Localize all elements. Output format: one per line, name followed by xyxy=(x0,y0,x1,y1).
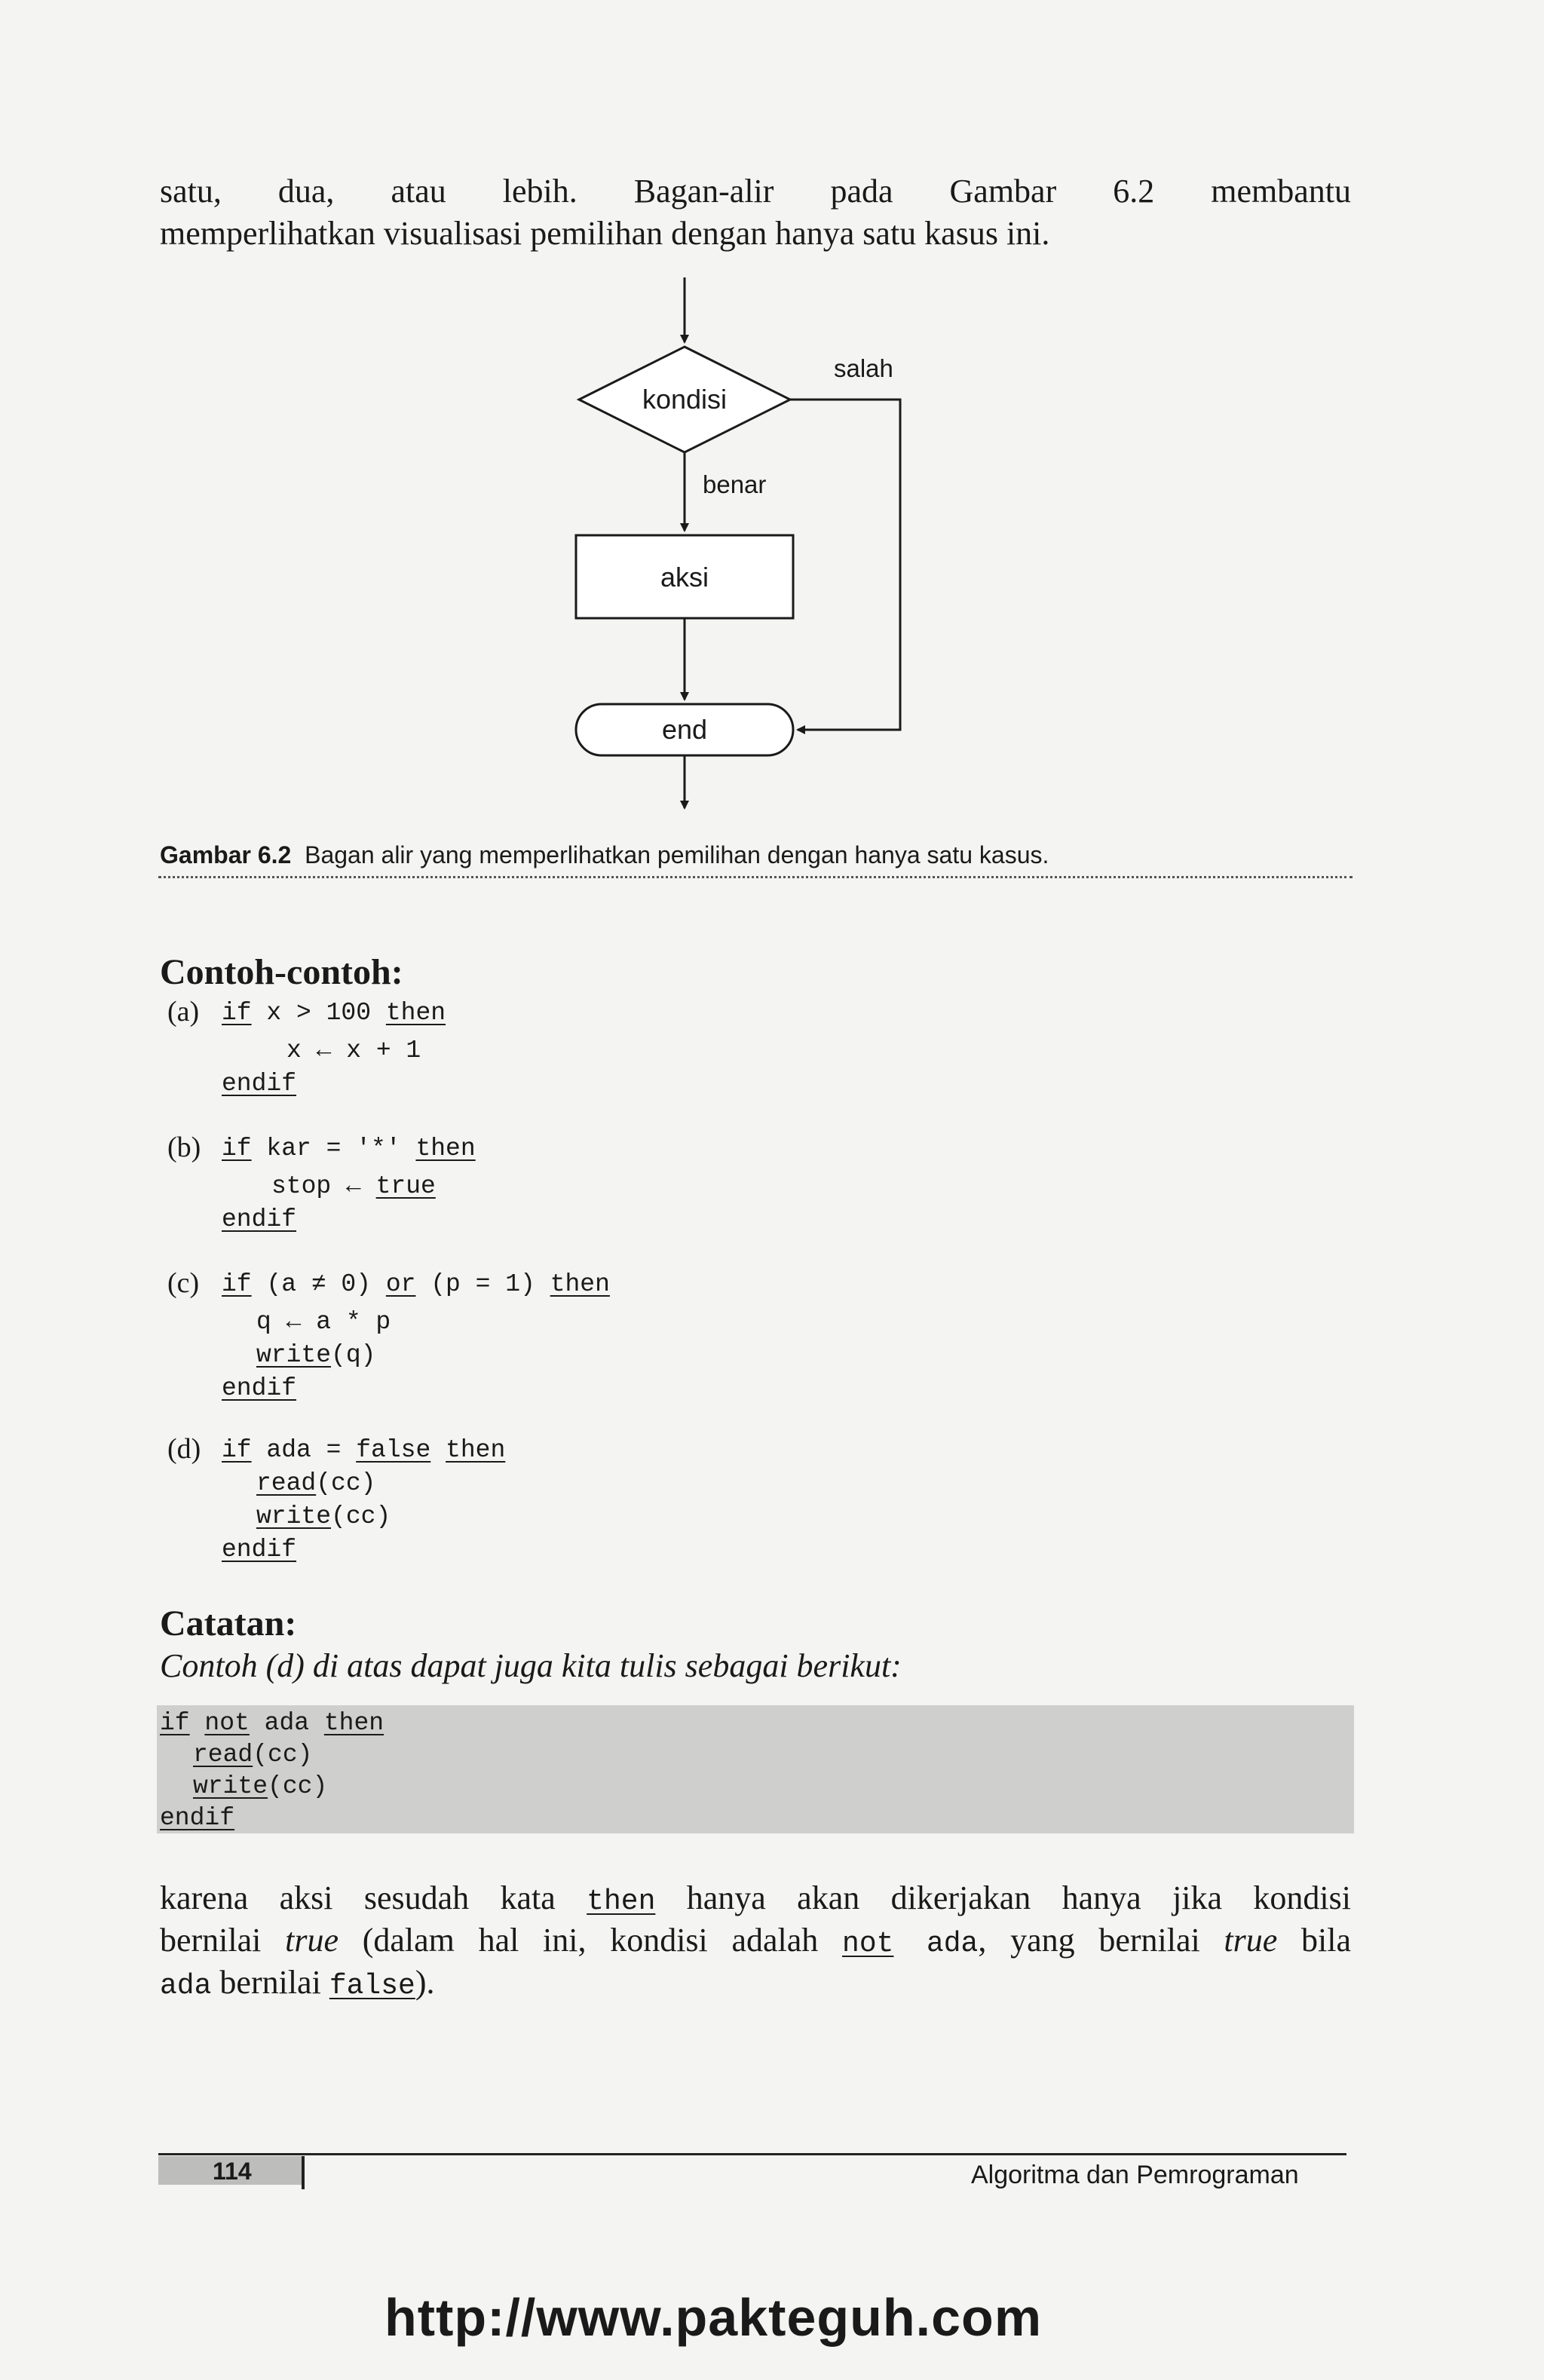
example-d-line3: write(cc) xyxy=(256,1502,391,1530)
note-heading: Catatan: xyxy=(160,1604,297,1643)
false-label: salah xyxy=(834,354,893,382)
intro-line-1: satu, dua, atau lebih. Bagan-alir pada Gambar 6.2 membantu xyxy=(160,173,1351,210)
example-c-line4: endif xyxy=(222,1374,297,1402)
caption-divider xyxy=(158,876,1353,878)
closing-line-3: ada bernilai false). xyxy=(160,1964,435,2002)
page-number-divider xyxy=(302,2156,305,2189)
closing-line-1: karena aksi sesudah kata then hanya akan dikerjakan hanya jika kondisi xyxy=(160,1879,1351,1918)
example-b-line3: endif xyxy=(222,1205,297,1233)
example-a-line2: x ← x + 1 xyxy=(286,1037,421,1064)
action-label: aksi xyxy=(660,562,709,593)
example-c-line2: q ← a * p xyxy=(256,1308,391,1336)
closing-line-2: bernilai true (dalam hal ini, kondisi adalah not ada, yang bernilai true bila xyxy=(160,1922,1352,1960)
example-c-line3: write(q) xyxy=(256,1341,376,1369)
note-italic: Contoh (d) di atas dapat juga kita tulis sebagai berikut: xyxy=(160,1647,902,1684)
example-a-line3: endif xyxy=(222,1070,297,1098)
true-label: benar xyxy=(703,470,767,498)
intro-line-2: memperlihatkan visualisasi pemilihan dengan hanya satu kasus ini. xyxy=(160,215,1050,252)
example-d-line4: endif xyxy=(222,1536,297,1564)
decision-label: kondisi xyxy=(642,384,728,415)
examples-heading: Contoh-contoh: xyxy=(160,952,403,992)
example-a-tag: (a) xyxy=(167,996,200,1028)
book-title: Algoritma dan Pemrograman xyxy=(971,2161,1299,2189)
page-number: 114 xyxy=(213,2158,252,2185)
note-code-line4: endif xyxy=(160,1804,235,1832)
example-b-line1: if kar = '*' then xyxy=(222,1135,476,1162)
example-a-line1: if x > 100 then xyxy=(222,999,446,1027)
website-url[interactable]: http://www.pakteguh.com xyxy=(384,2288,1043,2347)
example-d-line2: read(cc) xyxy=(256,1469,376,1497)
caption-label: Gambar 6.2 xyxy=(160,841,292,868)
example-d-line1: if ada = false then xyxy=(222,1436,506,1464)
note-code-line2: read(cc) xyxy=(193,1741,313,1769)
example-d-tag: (d) xyxy=(167,1433,201,1465)
figure-caption xyxy=(160,841,1049,869)
caption-text: Bagan alir yang memperlihatkan pemilihan dengan hanya satu kasus. xyxy=(305,841,1049,868)
end-label: end xyxy=(661,714,708,745)
example-c-line1: if (a ≠ 0) or (p = 1) then xyxy=(222,1270,610,1298)
flowchart xyxy=(0,0,1544,837)
example-b-line2: stop ← true xyxy=(271,1172,436,1200)
footer-rule xyxy=(158,2153,1346,2155)
flow-arrow-false xyxy=(790,400,900,730)
example-b-tag: (b) xyxy=(167,1132,201,1163)
note-code-line1: if not ada then xyxy=(160,1709,384,1737)
example-c-tag: (c) xyxy=(167,1267,200,1299)
note-code-line3: write(cc) xyxy=(193,1772,328,1800)
